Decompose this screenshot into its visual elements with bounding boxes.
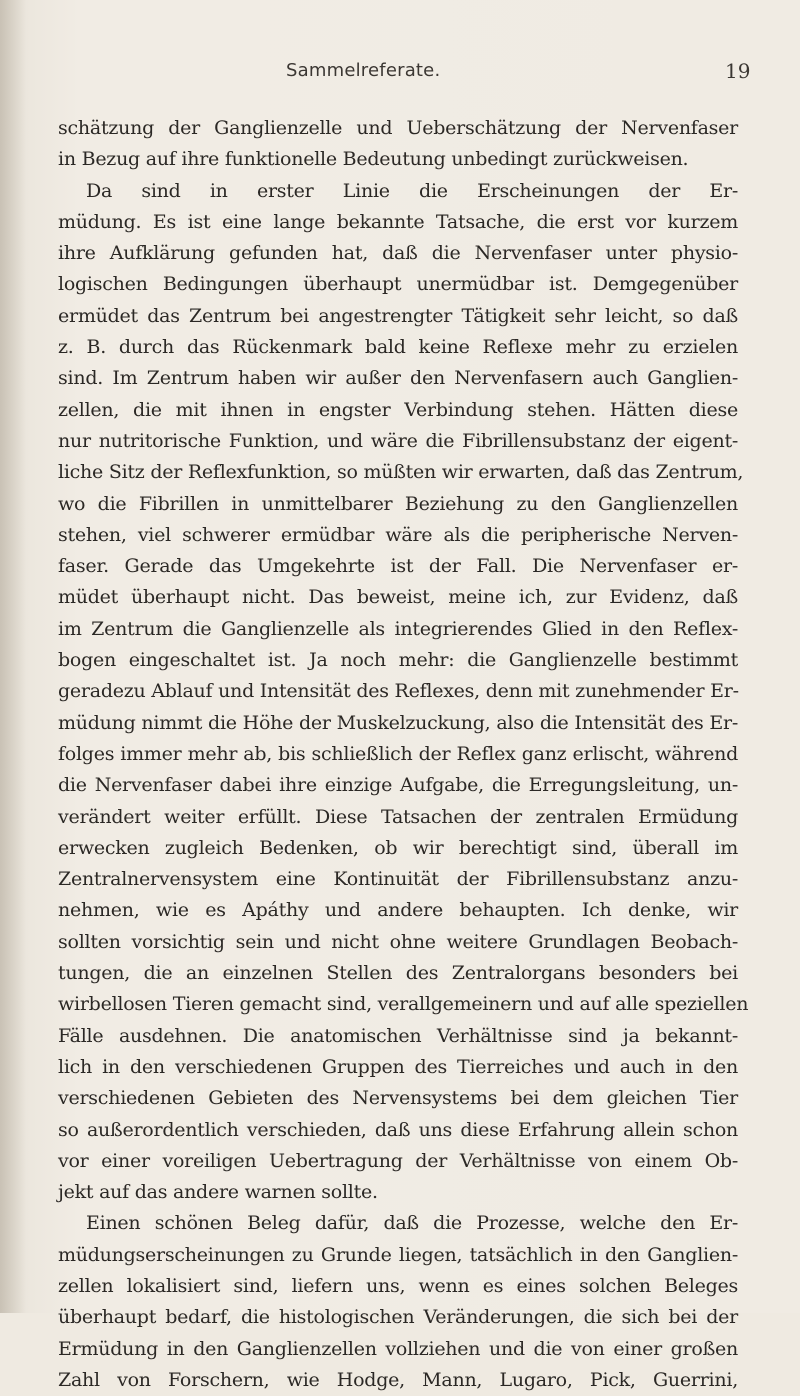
text-line: zellen, die mit ihnen in engster Verbindung stehen. Hätten diese [58,398,738,421]
text-line: sind. Im Zentrum haben wir außer den Nervenfasern auch Ganglien- [58,367,738,390]
text-line: logischen Bedingungen überhaupt unermüdbar ist. Demgegenüber [58,273,738,296]
text-line: Fälle ausdehnen. Die anatomischen Verhältnisse sind ja bekannt- [58,1024,738,1047]
text-line: sollten vorsichtig sein und nicht ohne weitere Grundlagen Beobach- [58,930,738,953]
text-line: ermüdet das Zentrum bei angestrengter Tätigkeit sehr leicht, so daß [58,304,738,327]
text-line: in Bezug auf ihre funktionelle Bedeutung unbedingt zurückweisen. [58,148,689,171]
text-line: verändert weiter erfüllt. Diese Tatsachen der zentralen Ermüdung [58,805,738,828]
text-line: lich in den verschiedenen Gruppen des Tierreiches und auch in den [58,1055,738,1078]
text-line: im Zentrum die Ganglienzelle als integrierendes Glied in den Reflex- [58,617,738,640]
text-line: Zahl von Forschern, wie Hodge, Mann, Lugaro, Pick, Guerrini, [58,1368,738,1391]
text-line: jekt auf das andere warnen sollte. [58,1181,378,1204]
text-line: müdungserscheinungen zu Grunde liegen, tatsächlich in den Ganglien- [58,1243,738,1266]
text-line: bogen eingeschaltet ist. Ja noch mehr: die Ganglienzelle bestimmt [58,649,738,672]
text-line: geradezu Ablauf und Intensität des Reflexes, denn mit zunehmender Er- [58,680,739,703]
text-line: z. B. durch das Rückenmark bald keine Reflexe mehr zu erzielen [58,336,738,359]
page-number: 19 [725,59,751,83]
text-line: Zentralnervensystem eine Kontinuität der Fibrillensubstanz anzu- [58,868,738,891]
text-line: verschiedenen Gebieten des Nervensystems bei dem gleichen Tier [58,1087,738,1110]
running-head: Sammelreferate. [286,60,441,81]
text-line: so außerordentlich verschieden, daß uns diese Erfahrung allein schon [58,1118,738,1141]
text-line: nur nutritorische Funktion, und wäre die Fibrillensubstanz der eigent- [58,429,738,452]
text-line: Ermüdung in den Ganglienzellen vollziehen und die von einer großen [58,1337,738,1360]
text-line: müdung nimmt die Höhe der Muskelzuckung, also die Intensität des Er- [58,711,738,734]
text-line: folges immer mehr ab, bis schließlich der Reflex ganz erlischt, während [58,742,738,765]
text-line: müdung. Es ist eine lange bekannte Tatsache, die erst vor kurzem [58,210,738,233]
text-line: schätzung der Ganglienzelle und Ueberschätzung der Nervenfaser [58,117,738,139]
text-line: tungen, die an einzelnen Stellen des Zentralorgans besonders bei [58,962,738,985]
text-line: wo die Fibrillen in unmittelbarer Beziehung zu den Ganglienzellen [58,492,738,515]
text-line: erwecken zugleich Bedenken, ob wir berechtigt sind, überall im [58,836,738,859]
body-text [58,113,749,1396]
text-line: liche Sitz der Reflexfunktion, so müßten wir erwarten, daß das Zentrum, [58,461,744,484]
text-line: müdet überhaupt nicht. Das beweist, meine ich, zur Evidenz, daß [58,586,738,609]
text-line: faser. Gerade das Umgekehrte ist der Fall. Die Nervenfaser er- [58,555,738,578]
text-line: die Nervenfaser dabei ihre einzige Aufgabe, die Erregungsleitung, un- [58,774,738,797]
text-line: zellen lokalisiert sind, liefern uns, wenn es eines solchen Beleges [58,1274,738,1297]
text-line: vor einer voreiligen Uebertragung der Verhältnisse von einem Ob- [58,1149,738,1172]
page-header [0,58,800,88]
text-line: überhaupt bedarf, die histologischen Veränderungen, die sich bei der [58,1306,738,1329]
paragraph-start-line: Da sind in erster Linie die Erscheinungen der Er- [86,179,738,202]
text-line: ihre Aufklärung gefunden hat, daß die Nervenfaser unter physio- [58,242,738,265]
text-line: wirbellosen Tieren gemacht sind, verallgemeinern und auf alle speziellen [58,993,749,1016]
paragraph-start-line: Einen schönen Beleg dafür, daß die Prozesse, welche den Er- [86,1212,738,1235]
binding-shadow [0,0,26,1313]
text-line: nehmen, wie es Apáthy und andere behaupten. Ich denke, wir [58,899,738,922]
text-line: stehen, viel schwerer ermüdbar wäre als die peripherische Nerven- [58,523,738,546]
